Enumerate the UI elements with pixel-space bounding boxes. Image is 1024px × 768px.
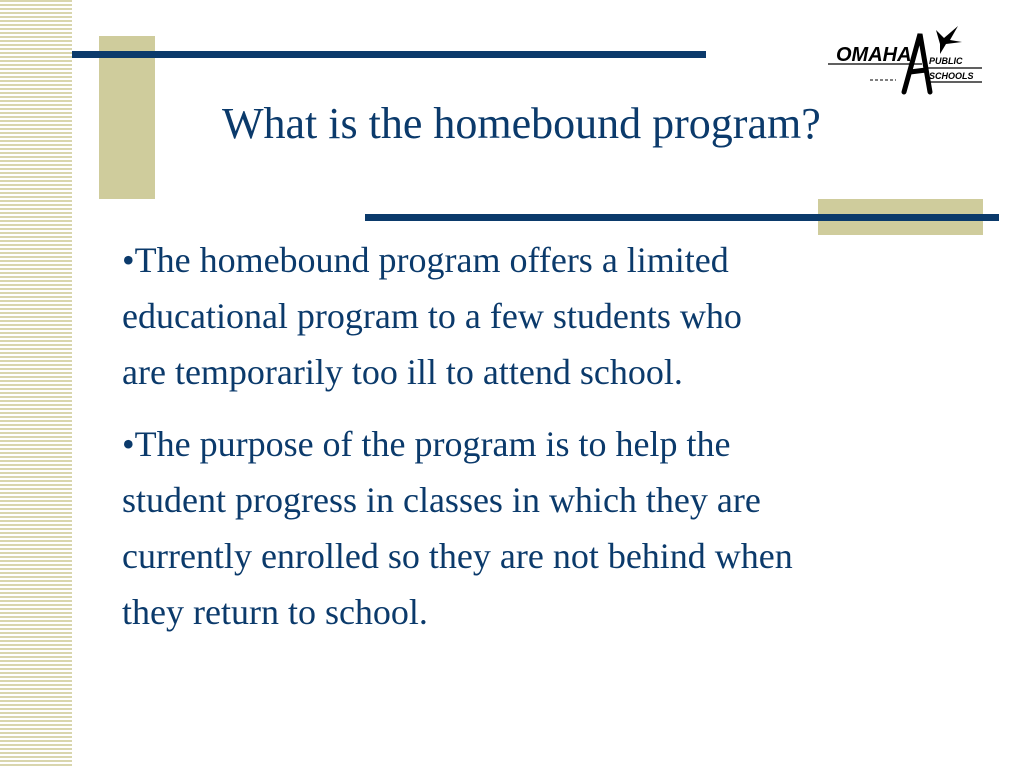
logo-star-icon (936, 26, 962, 54)
bullet-item (122, 416, 992, 640)
slide-body (122, 232, 992, 656)
bullet-line: educational program to a few students who (122, 296, 742, 336)
bullet-line: are temporarily too ill to attend school. (122, 352, 683, 392)
bullet-line: currently enrolled so they are not behind when (122, 536, 793, 576)
slide-title: What is the homebound program? (222, 99, 821, 148)
bullet-marker: • (122, 424, 135, 464)
decorative-tan-block-left (99, 36, 155, 199)
logo-schools-text: SCHOOLS (929, 71, 974, 81)
logo-public-text: PUBLIC (929, 56, 963, 66)
decorative-top-bar (72, 51, 706, 58)
logo-omaha-text: OMAHA (836, 44, 912, 66)
bullet-line: student progress in classes in which they are (122, 480, 761, 520)
bullet-line: they return to school. (122, 592, 428, 632)
bullet-line: The purpose of the program is to help the (134, 424, 731, 464)
bullet-marker: • (122, 240, 135, 280)
decorative-bottom-bar (365, 214, 999, 221)
bullet-item (122, 232, 992, 400)
omaha-public-schools-logo (826, 24, 986, 104)
bullet-line: The homebound program offers a limited (134, 240, 729, 280)
striped-left-border (0, 0, 72, 768)
